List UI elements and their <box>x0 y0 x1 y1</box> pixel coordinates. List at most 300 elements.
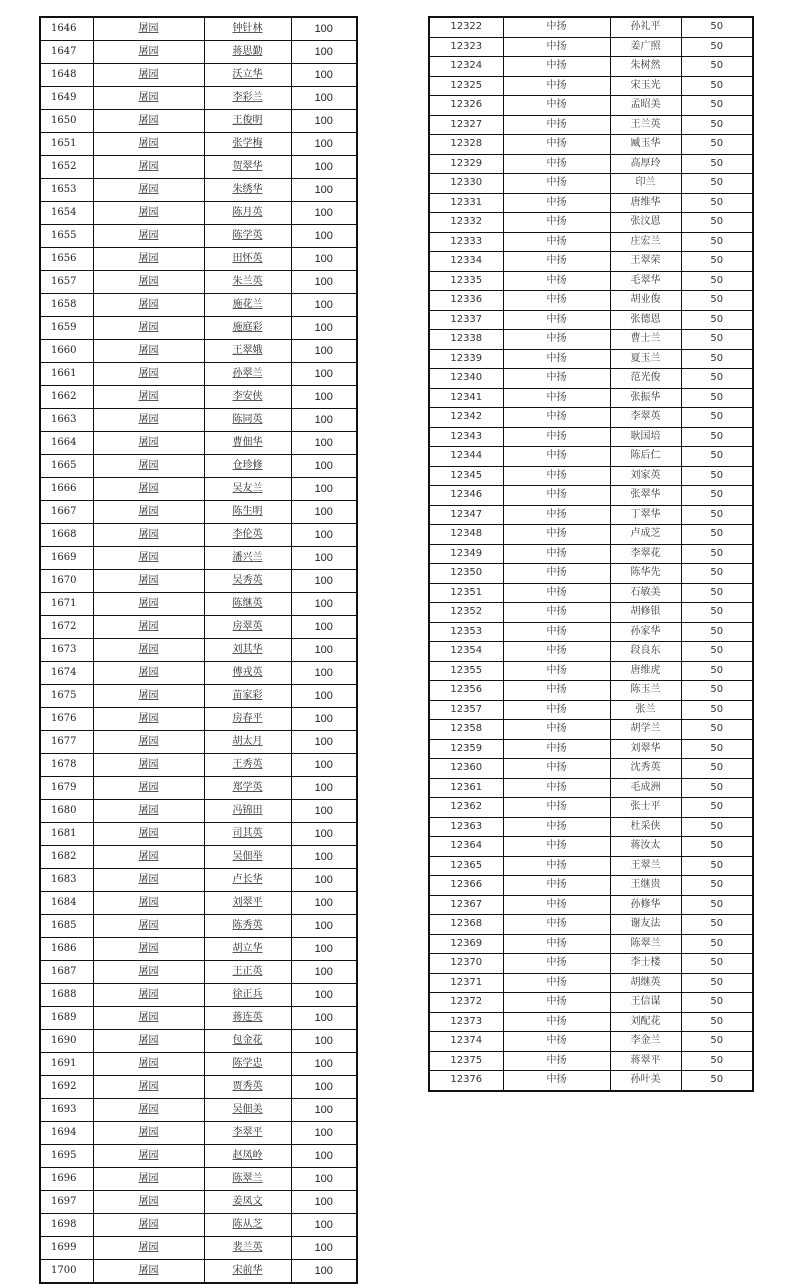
village-cell: 屠园 <box>93 363 204 386</box>
row-id: 1669 <box>40 547 93 570</box>
table-row <box>429 1032 753 1052</box>
village-cell: 屠园 <box>93 984 204 1007</box>
row-id: 12367 <box>429 895 503 915</box>
table-row <box>429 1051 753 1071</box>
amount-cell: 100 <box>291 64 357 87</box>
table-row <box>429 681 753 701</box>
row-id: 1677 <box>40 731 93 754</box>
name-cell: 曹佃华 <box>204 432 291 455</box>
amount-cell: 100 <box>291 915 357 938</box>
name-cell: 刘其华 <box>204 639 291 662</box>
amount-cell: 50 <box>681 388 753 408</box>
table-row <box>429 642 753 662</box>
village-cell: 中扬 <box>503 700 610 720</box>
village-cell: 中扬 <box>503 37 610 57</box>
name-cell: 毛翠华 <box>610 271 681 291</box>
row-id: 1684 <box>40 892 93 915</box>
amount-cell: 50 <box>681 622 753 642</box>
table-row <box>429 778 753 798</box>
village-cell: 屠园 <box>93 455 204 478</box>
row-id: 1653 <box>40 179 93 202</box>
village-cell: 屠园 <box>93 432 204 455</box>
village-cell: 中扬 <box>503 1071 610 1091</box>
village-cell: 屠园 <box>93 892 204 915</box>
village-cell: 屠园 <box>93 271 204 294</box>
amount-cell: 50 <box>681 154 753 174</box>
table-row <box>40 156 357 179</box>
name-cell: 耿国培 <box>610 427 681 447</box>
table-row <box>429 252 753 272</box>
table-row <box>429 271 753 291</box>
table-row <box>429 135 753 155</box>
amount-cell: 100 <box>291 639 357 662</box>
village-cell: 中扬 <box>503 759 610 779</box>
row-id: 1698 <box>40 1214 93 1237</box>
name-cell: 房春平 <box>204 708 291 731</box>
table-row <box>40 593 357 616</box>
name-cell: 刘家英 <box>610 466 681 486</box>
table-row <box>40 432 357 455</box>
village-cell: 中扬 <box>503 135 610 155</box>
amount-cell: 100 <box>291 271 357 294</box>
village-cell: 屠园 <box>93 869 204 892</box>
amount-cell: 100 <box>291 823 357 846</box>
village-cell: 屠园 <box>93 915 204 938</box>
name-cell: 姜凤文 <box>204 1191 291 1214</box>
amount-cell: 50 <box>681 271 753 291</box>
table-row <box>40 87 357 110</box>
name-cell: 吴佃举 <box>204 846 291 869</box>
amount-cell: 50 <box>681 661 753 681</box>
table-row <box>429 700 753 720</box>
table-row <box>40 455 357 478</box>
row-id: 1652 <box>40 156 93 179</box>
village-cell: 中扬 <box>503 798 610 818</box>
row-id: 12360 <box>429 759 503 779</box>
village-cell: 中扬 <box>503 895 610 915</box>
table-row <box>429 856 753 876</box>
table-row <box>429 525 753 545</box>
name-cell: 郑学英 <box>204 777 291 800</box>
table-row <box>40 1030 357 1053</box>
row-id: 12369 <box>429 934 503 954</box>
amount-cell: 100 <box>291 570 357 593</box>
village-cell: 屠园 <box>93 478 204 501</box>
table-row <box>40 1122 357 1145</box>
amount-cell: 50 <box>681 895 753 915</box>
amount-cell: 50 <box>681 759 753 779</box>
amount-cell: 50 <box>681 837 753 857</box>
village-cell: 中扬 <box>503 622 610 642</box>
table-row <box>429 174 753 194</box>
name-cell: 贺翠华 <box>204 156 291 179</box>
table-row <box>429 934 753 954</box>
name-cell: 陈从芝 <box>204 1214 291 1237</box>
row-id: 1650 <box>40 110 93 133</box>
amount-cell: 100 <box>291 1191 357 1214</box>
amount-cell: 50 <box>681 369 753 389</box>
table-row <box>429 427 753 447</box>
name-cell: 胡学兰 <box>610 720 681 740</box>
amount-cell: 100 <box>291 87 357 110</box>
name-cell: 孙修华 <box>610 895 681 915</box>
name-cell: 孙家华 <box>610 622 681 642</box>
row-id: 12344 <box>429 447 503 467</box>
amount-cell: 50 <box>681 954 753 974</box>
village-cell: 屠园 <box>93 501 204 524</box>
amount-cell: 50 <box>681 544 753 564</box>
village-cell: 中扬 <box>503 330 610 350</box>
name-cell: 冯锦田 <box>204 800 291 823</box>
name-cell: 刘翠华 <box>610 739 681 759</box>
row-id: 1687 <box>40 961 93 984</box>
table-row <box>429 193 753 213</box>
name-cell: 陈翠兰 <box>204 1168 291 1191</box>
table-row <box>40 64 357 87</box>
table-row <box>40 133 357 156</box>
row-id: 12368 <box>429 915 503 935</box>
name-cell: 张士平 <box>610 798 681 818</box>
row-id: 1666 <box>40 478 93 501</box>
name-cell: 王秀英 <box>204 754 291 777</box>
village-cell: 屠园 <box>93 317 204 340</box>
table-row <box>429 739 753 759</box>
row-id: 12350 <box>429 564 503 584</box>
name-cell: 范光俊 <box>610 369 681 389</box>
name-cell: 王正英 <box>204 961 291 984</box>
table-row <box>40 731 357 754</box>
village-cell: 屠园 <box>93 823 204 846</box>
row-id: 1693 <box>40 1099 93 1122</box>
table-row <box>40 892 357 915</box>
table-row <box>429 544 753 564</box>
row-id: 12370 <box>429 954 503 974</box>
name-cell: 张汶恩 <box>610 213 681 233</box>
amount-cell: 50 <box>681 115 753 135</box>
row-id: 1649 <box>40 87 93 110</box>
table-row <box>40 823 357 846</box>
amount-cell: 50 <box>681 447 753 467</box>
table-row <box>429 1012 753 1032</box>
table-row <box>40 179 357 202</box>
amount-cell: 50 <box>681 57 753 77</box>
table-row <box>40 754 357 777</box>
row-id: 1665 <box>40 455 93 478</box>
village-cell: 中扬 <box>503 934 610 954</box>
row-id: 12372 <box>429 993 503 1013</box>
amount-cell: 50 <box>681 739 753 759</box>
table-row <box>429 505 753 525</box>
name-cell: 陈后仁 <box>610 447 681 467</box>
village-cell: 中扬 <box>503 252 610 272</box>
name-cell: 唐维虎 <box>610 661 681 681</box>
village-cell: 中扬 <box>503 564 610 584</box>
name-cell: 杜采侠 <box>610 817 681 837</box>
village-cell: 屠园 <box>93 547 204 570</box>
row-id: 12363 <box>429 817 503 837</box>
amount-cell: 100 <box>291 616 357 639</box>
name-cell: 蒋思勤 <box>204 41 291 64</box>
amount-cell: 100 <box>291 225 357 248</box>
row-id: 12342 <box>429 408 503 428</box>
village-cell: 屠园 <box>93 294 204 317</box>
row-id: 12338 <box>429 330 503 350</box>
amount-cell: 50 <box>681 583 753 603</box>
village-cell: 屠园 <box>93 248 204 271</box>
amount-cell: 50 <box>681 856 753 876</box>
amount-cell: 50 <box>681 564 753 584</box>
table-row <box>40 1168 357 1191</box>
table-row <box>40 478 357 501</box>
amount-cell: 50 <box>681 973 753 993</box>
amount-cell: 100 <box>291 501 357 524</box>
village-cell: 中扬 <box>503 856 610 876</box>
row-id: 12361 <box>429 778 503 798</box>
village-cell: 中扬 <box>503 817 610 837</box>
village-cell: 屠园 <box>93 754 204 777</box>
name-cell: 段良东 <box>610 642 681 662</box>
table-row <box>40 938 357 961</box>
table-row <box>429 798 753 818</box>
village-cell: 中扬 <box>503 876 610 896</box>
row-id: 1679 <box>40 777 93 800</box>
amount-cell: 50 <box>681 174 753 194</box>
row-id: 1694 <box>40 1122 93 1145</box>
name-cell: 宋前华 <box>204 1260 291 1284</box>
amount-cell: 50 <box>681 681 753 701</box>
amount-cell: 100 <box>291 363 357 386</box>
amount-cell: 50 <box>681 427 753 447</box>
village-cell: 中扬 <box>503 466 610 486</box>
row-id: 1680 <box>40 800 93 823</box>
row-id: 12352 <box>429 603 503 623</box>
amount-cell: 100 <box>291 1099 357 1122</box>
amount-cell: 50 <box>681 232 753 252</box>
name-cell: 卢长华 <box>204 869 291 892</box>
village-cell: 屠园 <box>93 202 204 225</box>
name-cell: 吴佃美 <box>204 1099 291 1122</box>
village-cell: 中扬 <box>503 544 610 564</box>
row-id: 1689 <box>40 1007 93 1030</box>
name-cell: 王翠兰 <box>610 856 681 876</box>
village-cell: 中扬 <box>503 349 610 369</box>
name-cell: 陈继英 <box>204 593 291 616</box>
row-id: 1655 <box>40 225 93 248</box>
table-row <box>40 708 357 731</box>
name-cell: 王俊明 <box>204 110 291 133</box>
table-row <box>40 1076 357 1099</box>
name-cell: 刘配花 <box>610 1012 681 1032</box>
row-id: 1656 <box>40 248 93 271</box>
name-cell: 李翠英 <box>610 408 681 428</box>
amount-cell: 100 <box>291 294 357 317</box>
table-row <box>40 17 357 41</box>
village-cell: 中扬 <box>503 76 610 96</box>
village-cell: 中扬 <box>503 17 610 37</box>
name-cell: 钟针林 <box>204 17 291 41</box>
row-id: 12348 <box>429 525 503 545</box>
table-row <box>429 369 753 389</box>
amount-cell: 50 <box>681 778 753 798</box>
table-row <box>40 961 357 984</box>
village-cell: 屠园 <box>93 225 204 248</box>
name-cell: 王兰英 <box>610 115 681 135</box>
row-id: 1646 <box>40 17 93 41</box>
name-cell: 谢友法 <box>610 915 681 935</box>
table-row <box>429 388 753 408</box>
table-row <box>40 800 357 823</box>
village-cell: 中扬 <box>503 369 610 389</box>
row-id: 12357 <box>429 700 503 720</box>
row-id: 12359 <box>429 739 503 759</box>
table-row <box>429 213 753 233</box>
table-row <box>429 993 753 1013</box>
village-cell: 屠园 <box>93 156 204 179</box>
row-id: 12373 <box>429 1012 503 1032</box>
village-cell: 屠园 <box>93 1214 204 1237</box>
table-row <box>40 846 357 869</box>
row-id: 12343 <box>429 427 503 447</box>
table-row <box>429 232 753 252</box>
amount-cell: 100 <box>291 754 357 777</box>
village-cell: 中扬 <box>503 271 610 291</box>
name-cell: 赵凤岭 <box>204 1145 291 1168</box>
name-cell: 傅戎英 <box>204 662 291 685</box>
village-cell: 中扬 <box>503 57 610 77</box>
row-id: 1688 <box>40 984 93 1007</box>
table-row <box>429 954 753 974</box>
village-cell: 中扬 <box>503 525 610 545</box>
name-cell: 胡太月 <box>204 731 291 754</box>
table-row <box>429 876 753 896</box>
row-id: 1692 <box>40 1076 93 1099</box>
row-id: 1662 <box>40 386 93 409</box>
village-cell: 屠园 <box>93 409 204 432</box>
name-cell: 潘兴兰 <box>204 547 291 570</box>
row-id: 12332 <box>429 213 503 233</box>
village-cell: 屠园 <box>93 593 204 616</box>
name-cell: 司其英 <box>204 823 291 846</box>
village-cell: 中扬 <box>503 603 610 623</box>
village-cell: 屠园 <box>93 17 204 41</box>
amount-cell: 100 <box>291 662 357 685</box>
table-row <box>40 915 357 938</box>
row-id: 12349 <box>429 544 503 564</box>
row-id: 12347 <box>429 505 503 525</box>
table-row <box>429 837 753 857</box>
table-row <box>40 1145 357 1168</box>
name-cell: 沃立华 <box>204 64 291 87</box>
name-cell: 王继贵 <box>610 876 681 896</box>
row-id: 1683 <box>40 869 93 892</box>
amount-cell: 50 <box>681 603 753 623</box>
row-id: 1671 <box>40 593 93 616</box>
name-cell: 胡修银 <box>610 603 681 623</box>
row-id: 1674 <box>40 662 93 685</box>
village-cell: 中扬 <box>503 193 610 213</box>
row-id: 1657 <box>40 271 93 294</box>
row-id: 12351 <box>429 583 503 603</box>
village-cell: 屠园 <box>93 386 204 409</box>
table-row <box>40 1214 357 1237</box>
row-id: 12353 <box>429 622 503 642</box>
amount-cell: 50 <box>681 817 753 837</box>
village-cell: 中扬 <box>503 661 610 681</box>
amount-cell: 100 <box>291 777 357 800</box>
name-cell: 王翠娥 <box>204 340 291 363</box>
amount-cell: 50 <box>681 330 753 350</box>
table-row <box>40 41 357 64</box>
amount-cell: 50 <box>681 486 753 506</box>
name-cell: 胡立华 <box>204 938 291 961</box>
table-row <box>429 622 753 642</box>
table-row <box>429 973 753 993</box>
left-table-body <box>40 17 357 1283</box>
row-id: 1654 <box>40 202 93 225</box>
village-cell: 中扬 <box>503 213 610 233</box>
village-cell: 屠园 <box>93 41 204 64</box>
amount-cell: 50 <box>681 525 753 545</box>
row-id: 1676 <box>40 708 93 731</box>
name-cell: 姜广照 <box>610 37 681 57</box>
row-id: 12374 <box>429 1032 503 1052</box>
name-cell: 石敏美 <box>610 583 681 603</box>
name-cell: 陈同英 <box>204 409 291 432</box>
name-cell: 仓珍修 <box>204 455 291 478</box>
village-cell: 中扬 <box>503 232 610 252</box>
name-cell: 张德恩 <box>610 310 681 330</box>
amount-cell: 100 <box>291 869 357 892</box>
row-id: 1696 <box>40 1168 93 1191</box>
amount-cell: 100 <box>291 846 357 869</box>
table-row <box>40 1260 357 1284</box>
village-cell: 屠园 <box>93 662 204 685</box>
village-cell: 中扬 <box>503 778 610 798</box>
table-row <box>429 349 753 369</box>
village-cell: 中扬 <box>503 915 610 935</box>
village-cell: 中扬 <box>503 681 610 701</box>
village-cell: 中扬 <box>503 954 610 974</box>
amount-cell: 100 <box>291 1168 357 1191</box>
table-row <box>40 639 357 662</box>
name-cell: 朱树然 <box>610 57 681 77</box>
row-id: 12333 <box>429 232 503 252</box>
name-cell: 孙翠兰 <box>204 363 291 386</box>
name-cell: 施花兰 <box>204 294 291 317</box>
table-row <box>429 291 753 311</box>
table-row <box>40 685 357 708</box>
row-id: 12340 <box>429 369 503 389</box>
village-cell: 屠园 <box>93 64 204 87</box>
name-cell: 裴兰英 <box>204 1237 291 1260</box>
amount-cell: 100 <box>291 1007 357 1030</box>
name-cell: 孙礼平 <box>610 17 681 37</box>
table-row <box>429 486 753 506</box>
table-row <box>429 759 753 779</box>
amount-cell: 50 <box>681 408 753 428</box>
amount-cell: 100 <box>291 156 357 179</box>
village-cell: 中扬 <box>503 739 610 759</box>
amount-cell: 100 <box>291 248 357 271</box>
name-cell: 陈月英 <box>204 202 291 225</box>
name-cell: 胡继英 <box>610 973 681 993</box>
table-row <box>40 386 357 409</box>
row-id: 1672 <box>40 616 93 639</box>
name-cell: 蒋翠平 <box>610 1051 681 1071</box>
table-row <box>40 225 357 248</box>
name-cell: 包金花 <box>204 1030 291 1053</box>
table-row <box>40 1007 357 1030</box>
